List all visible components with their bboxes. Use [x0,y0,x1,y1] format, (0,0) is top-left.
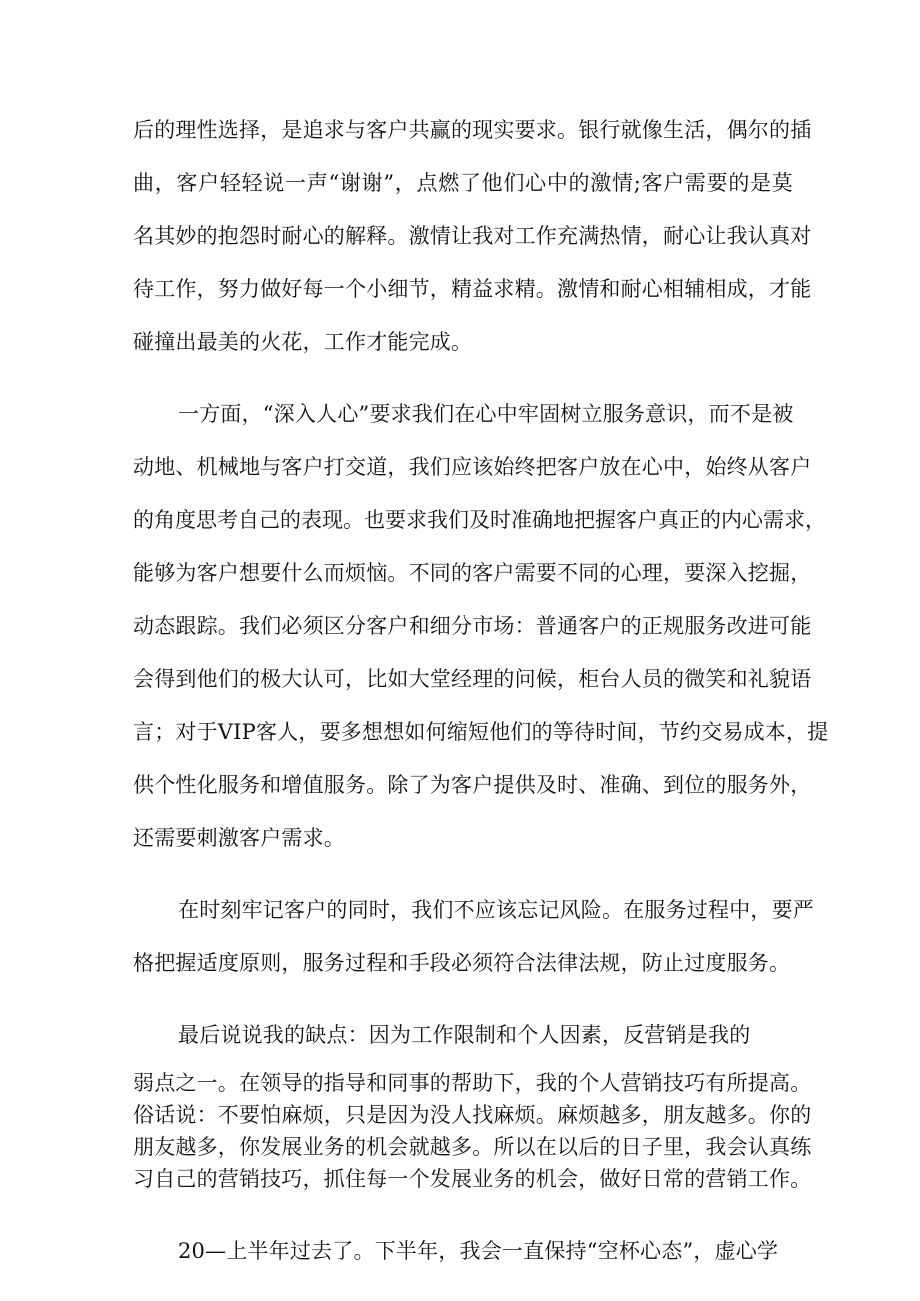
paragraph-2-line-7: 言；对于VIP客人，要多想想如何缩短他们的等待时间，节约交易成本，提 [133,720,829,744]
paragraph-3-line-1: 在时刻牢记客户的同时，我们不应该忘记风险。在服务过程中，要严 [178,898,814,922]
paragraph-2-line-2: 动地、机械地与客户打交道，我们应该始终把客户放在心中，始终从客户 [133,455,812,479]
paragraph-4-line-4: 朋友越多，你发展业务的机会就越多。所以在以后的日子里，我会认真练 [133,1135,812,1159]
paragraph-2-line-8: 供个性化服务和增值服务。除了为客户提供及时、准确、到位的服务外， [133,773,812,797]
paragraph-2-line-3: 的角度思考自己的表现。也要求我们及时准确地把握客户真正的内心需求， [133,508,826,532]
paragraph-3-line-2: 格把握适度原则，服务过程和手段必须符合法律法规，防止过度服务。 [133,951,791,975]
paragraph-5-line-1: 20—上半年过去了。下半年，我会一直保持“空杯心态”，虚心学 [178,1239,779,1263]
paragraph-1-line-5: 碰撞出最美的火花，工作才能完成。 [133,330,473,354]
paragraph-2-line-4: 能够为客户想要什么而烦恼。不同的客户需要不同的心理，要深入挖掘， [133,561,812,585]
paragraph-1-line-1: 后的理性选择，是追求与客户共赢的现实要求。银行就像生活，偶尔的插 [133,118,812,142]
paragraph-1-line-2: 曲，客户轻轻说一声“谢谢”，点燃了他们心中的激情;客户需要的是莫 [133,171,793,195]
paragraph-4-line-5: 习自己的营销技巧，抓住每一个发展业务的机会，做好日常的营销工作。 [133,1167,812,1191]
paragraph-1-line-4: 待工作，努力做好每一个小细节，精益求精。激情和耐心相辅相成，才能 [133,277,812,301]
paragraph-2-line-5: 动态跟踪。我们必须区分客户和细分市场：普通客户的正规服务改进可能 [133,614,812,638]
paragraph-2-line-9: 还需要刺激客户需求。 [133,826,345,850]
paragraph-4-line-1: 最后说说我的缺点：因为工作限制和个人因素，反营销是我的 [178,1023,751,1047]
paragraph-2-line-1: 一方面，“深入人心”要求我们在心中牢固树立服务意识，而不是被 [178,402,794,426]
paragraph-4-line-3: 俗话说：不要怕麻烦，只是因为没人找麻烦。麻烦越多，朋友越多。你的 [133,1103,812,1127]
paragraph-2-line-6: 会得到他们的极大认可，比如大堂经理的问候，柜台人员的微笑和礼貌语 [133,667,812,691]
paragraph-4-line-2: 弱点之一。在领导的指导和同事的帮助下，我的个人营销技巧有所提高。 [133,1071,812,1095]
paragraph-1-line-3: 名其妙的抱怨时耐心的解释。激情让我对工作充满热情，耐心让我认真对 [133,224,812,248]
